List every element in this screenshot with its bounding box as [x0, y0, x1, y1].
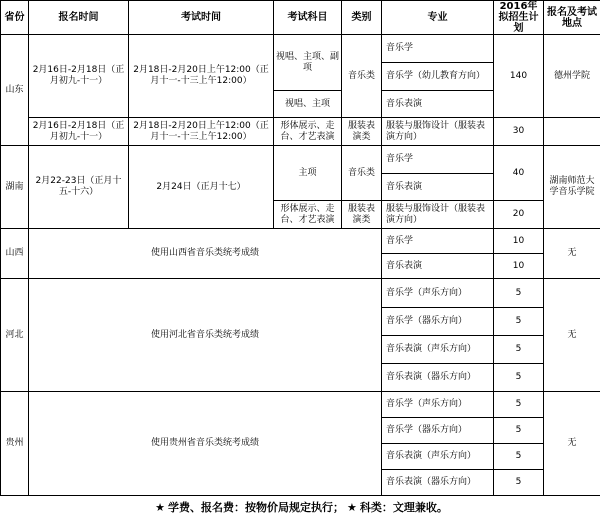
header-row	[1, 1, 600, 35]
header-category: 类别	[342, 1, 382, 35]
guizhou-plan-4: 5	[494, 469, 544, 495]
hunan-subject-2: 形体展示、走台、才艺表演	[274, 201, 342, 229]
shandong-subject-1: 视唱、主项、副项	[274, 35, 342, 91]
hunan-subject-1: 主项	[274, 146, 342, 201]
hebei-note: 使用河北省音乐类统考成绩	[29, 279, 382, 391]
shandong-exam-time-fashion: 2月18日-2月20日上午12:00（正月十一-十三上午12:00）	[129, 118, 274, 146]
header-plan: 2016年拟招生计划	[494, 1, 544, 35]
hunan-plan-music: 40	[494, 146, 544, 201]
hunan-major-1: 音乐学	[382, 146, 494, 174]
shandong-location: 德州学院	[544, 35, 600, 118]
header-location: 报名及考试地点	[544, 1, 600, 35]
province-shandong: 山东	[1, 35, 29, 146]
hebei-major-4: 音乐表演（器乐方向）	[382, 363, 494, 391]
table-row	[1, 35, 600, 63]
shandong-plan-music: 140	[494, 35, 544, 118]
hunan-category-music: 音乐类	[342, 146, 382, 201]
shanxi-major-1: 音乐学	[382, 229, 494, 254]
hunan-reg-time: 2月22-23日（正月十五-十六）	[29, 146, 129, 229]
province-hunan: 湖南	[1, 146, 29, 229]
province-guizhou: 贵州	[1, 391, 29, 495]
shandong-major-4: 服装与服饰设计（服装表演方向）	[382, 118, 494, 146]
footer-category-text: 科类：文理兼收。	[359, 501, 448, 514]
guizhou-plan-1: 5	[494, 391, 544, 417]
hebei-plan-2: 5	[494, 307, 544, 335]
shandong-major-2: 音乐学（幼儿教育方向）	[382, 63, 494, 91]
province-hebei: 河北	[1, 279, 29, 391]
table-row	[1, 279, 600, 307]
shanxi-note: 使用山西省音乐类统考成绩	[29, 229, 382, 279]
hebei-location: 无	[544, 279, 600, 391]
guizhou-major-1: 音乐学（声乐方向）	[382, 391, 494, 417]
table-row	[1, 229, 600, 254]
guizhou-major-3: 音乐表演（声乐方向）	[382, 443, 494, 469]
header-exam-time: 考试时间	[129, 1, 274, 35]
hebei-major-1: 音乐学（声乐方向）	[382, 279, 494, 307]
shanxi-major-2: 音乐表演	[382, 254, 494, 279]
hebei-plan-4: 5	[494, 363, 544, 391]
header-province: 省份	[1, 1, 29, 35]
header-reg-time: 报名时间	[29, 1, 129, 35]
guizhou-major-4: 音乐表演（器乐方向）	[382, 469, 494, 495]
guizhou-plan-3: 5	[494, 443, 544, 469]
star-icon: ★	[347, 501, 357, 514]
shanxi-location: 无	[544, 229, 600, 279]
hunan-major-2: 音乐表演	[382, 174, 494, 201]
hebei-plan-3: 5	[494, 335, 544, 363]
hunan-plan-fashion: 20	[494, 201, 544, 229]
header-subject: 考试科目	[274, 1, 342, 35]
hunan-category-fashion: 服装表演类	[342, 201, 382, 229]
footer-fees-text: 学费、报名费：按物价局规定执行；	[168, 501, 344, 514]
shandong-major-3: 音乐表演	[382, 91, 494, 118]
shandong-major-1: 音乐学	[382, 35, 494, 63]
shandong-plan-fashion: 30	[494, 118, 544, 146]
hebei-major-3: 音乐表演（声乐方向）	[382, 335, 494, 363]
shandong-category-fashion: 服装表演类	[342, 118, 382, 146]
hebei-major-2: 音乐学（器乐方向）	[382, 307, 494, 335]
shandong-subject-2: 视唱、主项	[274, 91, 342, 118]
shandong-reg-time-music: 2月16日-2月18日（正月初九-十一）	[29, 35, 129, 118]
guizhou-plan-2: 5	[494, 417, 544, 443]
table-row	[1, 391, 600, 417]
shanxi-plan-1: 10	[494, 229, 544, 254]
table-row	[1, 118, 600, 146]
shandong-reg-time-fashion: 2月16日-2月18日（正月初九-十一）	[29, 118, 129, 146]
province-shanxi: 山西	[1, 229, 29, 279]
shandong-exam-time-music: 2月18日-2月20日上午12:00（正月十一-十三上午12:00）	[129, 35, 274, 118]
shanxi-plan-2: 10	[494, 254, 544, 279]
header-major: 专业	[382, 1, 494, 35]
guizhou-note: 使用贵州省音乐类统考成绩	[29, 391, 382, 495]
hunan-location: 湖南师范大学音乐学院	[544, 146, 600, 229]
hunan-major-3: 服装与服饰设计（服装表演方向）	[382, 201, 494, 229]
shandong-category-music: 音乐类	[342, 35, 382, 118]
guizhou-major-2: 音乐学（器乐方向）	[382, 417, 494, 443]
table-row	[1, 146, 600, 174]
hunan-exam-time: 2月24日（正月十七）	[129, 146, 274, 229]
footer-note	[0, 496, 600, 519]
star-icon: ★	[155, 501, 165, 514]
hebei-plan-1: 5	[494, 279, 544, 307]
shandong-subject-3: 形体展示、走台、才艺表演	[274, 118, 342, 146]
guizhou-location: 无	[544, 391, 600, 495]
